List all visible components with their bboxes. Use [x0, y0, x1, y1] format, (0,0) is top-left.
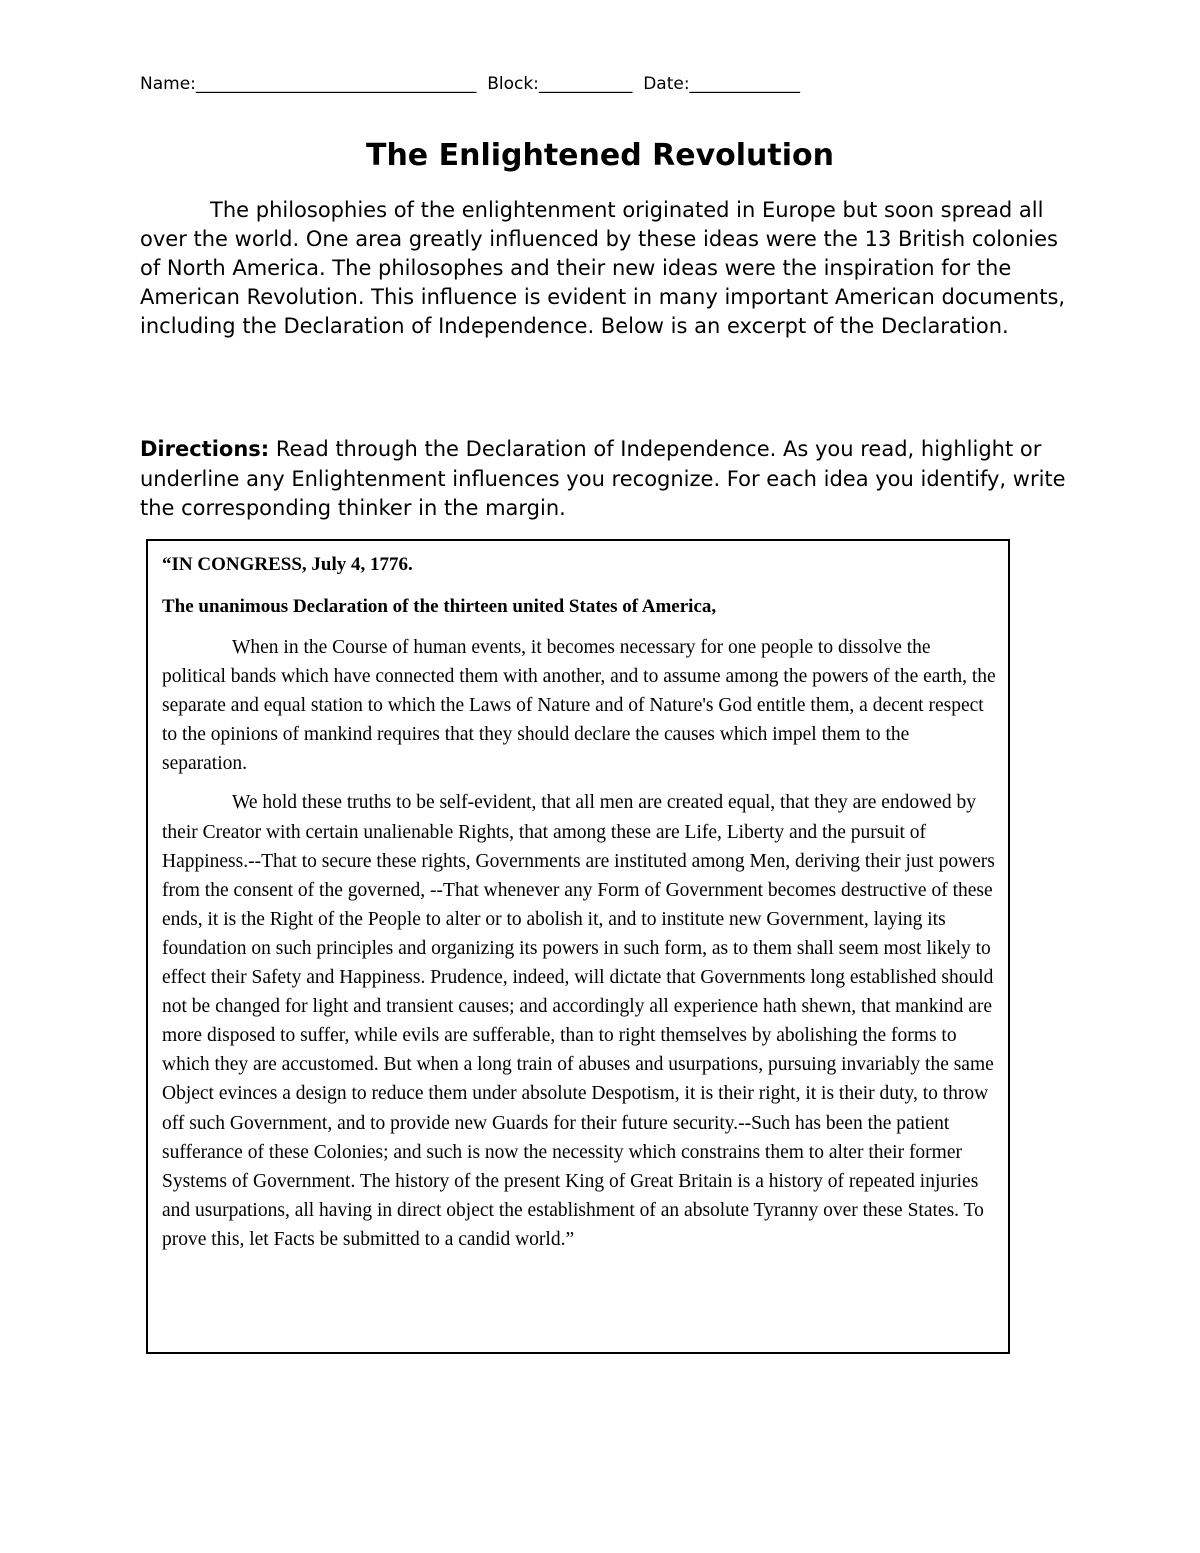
directions-paragraph	[140, 435, 1070, 524]
page-title: The Enlightened Revolution	[365, 138, 835, 173]
excerpt-paragraph-1: When in the Course of human events, it becomes necessary for one people to dissolve the political bands which have connected them with another, and to assume among the powers of the earth, the separate and equal station to which the Laws of Nature and of Nature's God entitle them, a decent respect to the opinions of mankind requires that they should declare the causes which impel them to the separation.	[162, 637, 996, 775]
excerpt-subheading: The unanimous Declaration of the thirteen united States of America,	[162, 596, 717, 617]
declaration-excerpt-box	[146, 539, 1010, 1354]
intro-paragraph: The philosophies of the enlightenment originated in Europe but soon spread all over the world. One area greatly influenced by these ideas were the 13 British colonies of North America. The philosophes and their new ideas were the inspiration for the American Revolution. This influence is evident in many important American documents, including the Declaration of Independence. Below is an excerpt of the Declaration.	[140, 198, 1066, 338]
excerpt-heading: “IN CONGRESS, July 4, 1776.	[162, 554, 413, 575]
directions-text: Read through the Declaration of Independence. As you read, highlight or underline any Enlightenment influences you recognize. For each idea you identify, write the corresponding thinker in the margin.	[140, 437, 1066, 520]
excerpt-paragraph-2: We hold these truths to be self-evident, that all men are created equal, that they are endowed by their Creator with certain unalienable Rights, that among these are Life, Liberty and the pursuit of Happiness.--That to secure these rights, Governments are instituted among Men, deriving their just powers from the consent of the governed, --That whenever any Form of Government becomes destructive of these ends, it is the Right of the People to alter or to abolish it, and to institute new Government, laying its foundation on such principles and organizing its powers in such form, as to them shall seem most likely to effect their Safety and Happiness. Prudence, indeed, will dictate that Governments long established should not be changed for light and transient causes; and accordingly all experience hath shewn, that mankind are more disposed to suffer, while evils are sufferable, than to right themselves by abolishing the forms to which they are accustomed. But when a long train of abuses and usurpations, pursuing invariably the same Object evinces a design to reduce them under absolute Despotism, it is their right, it is their duty, to throw off such Government, and to provide new Guards for their future security.--Such has been the patient sufferance of these Colonies; and such is now the necessity which constrains them to alter their former Systems of Government. The history of the present King of Great Britain is a history of repeated injuries and usurpations, all having in direct object the establishment of an absolute Tyranny over these States. To prove this, let Facts be submitted to a candid world.”	[162, 792, 995, 1250]
name-block-date-line: Name:_________________________________ Block:___________ Date:_____________	[140, 74, 801, 94]
directions-label: Directions:	[140, 437, 270, 461]
